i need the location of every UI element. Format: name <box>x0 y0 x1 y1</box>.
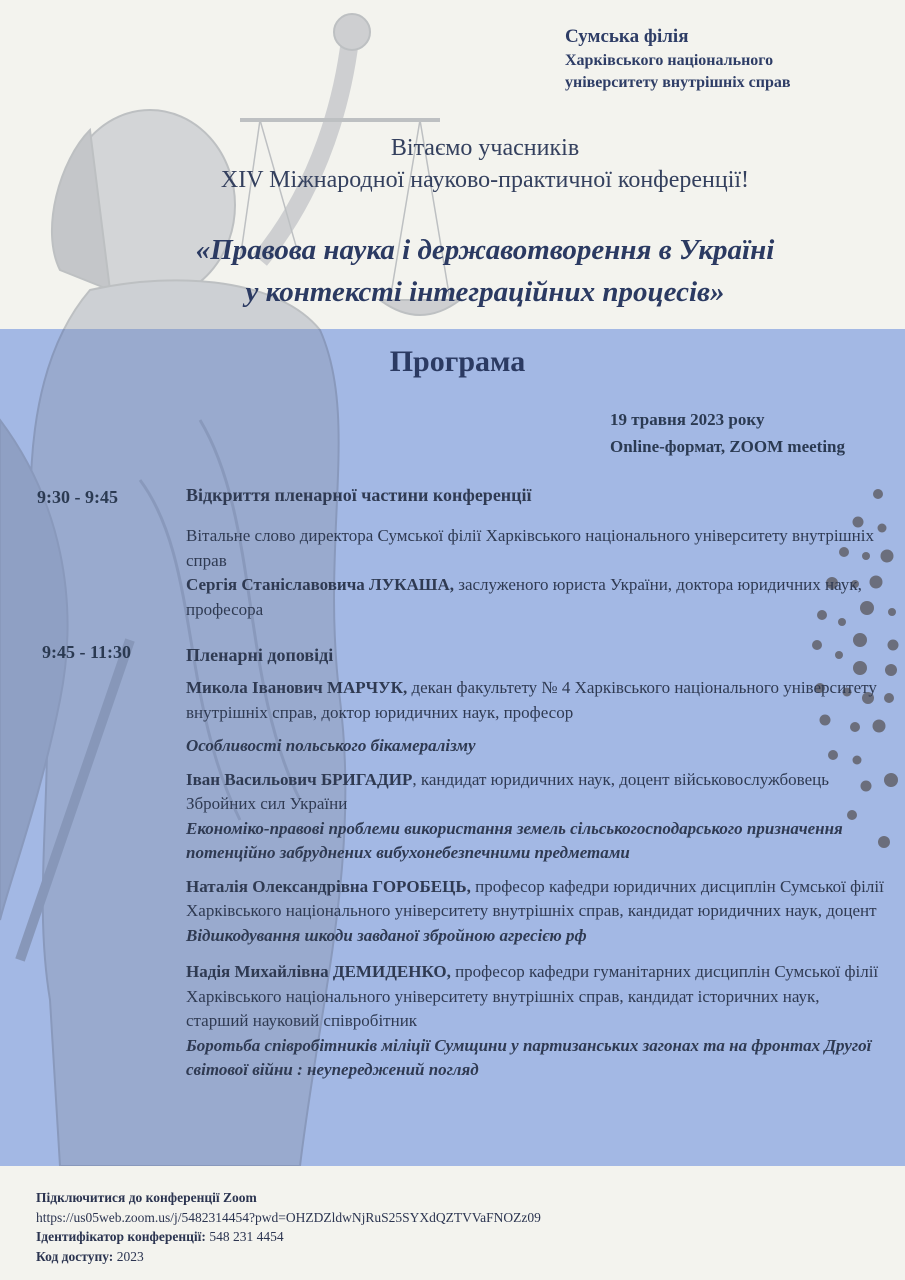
access-code-value: 2023 <box>113 1248 144 1264</box>
speaker-info: декан факультету № 4 Харківського національного університету внутрішніх справ, доктор юридичних наук, професор <box>186 678 877 722</box>
conference-title <box>0 229 905 313</box>
talk-4-speaker <box>186 960 886 1034</box>
welcome-line-1: Вітаємо учасників <box>390 135 580 161</box>
event-date: 19 травня 2023 року <box>610 410 765 429</box>
org-line-3: університету внутрішніх справ <box>565 74 791 91</box>
zoom-connect-label: Підключитися до конференції Zoom <box>36 1190 257 1205</box>
session-1-speaker <box>186 573 886 622</box>
org-line-1: Сумська філія <box>565 26 689 47</box>
welcome-message <box>0 132 905 196</box>
session-1-title: Відкриття пленарної частини конференції <box>186 485 532 505</box>
speaker-name: Надія Михайлівна ДЕМИДЕНКО, <box>186 962 451 981</box>
speaker-info: професор кафедри гуманітарних дисциплін Сумської філії Харківського національного університету внутрішніх справ, кандидат історичних наук, старший науковий співробітник <box>186 962 879 1030</box>
org-line-2: Харківського національного <box>565 52 774 69</box>
zoom-access-code <box>36 1247 541 1267</box>
program-content <box>186 482 886 1083</box>
talk-4-topic: Боротьба співробітників міліції Сумщини у партизанських загонах та на фронтах Другої світової війни : неупереджений погляд <box>186 1035 872 1079</box>
program-heading: Програма <box>389 345 526 378</box>
zoom-link[interactable]: https://us05web.zoom.us/j/5482314454?pwd=OHZDZldwNjRuS25SYXdQZTVVaFNOZz09 <box>36 1209 541 1225</box>
speaker-info: професор кафедри юридичних дисциплін Сумської філії Харківського національного університету внутрішніх справ, кандидат юридичних наук, доцент <box>186 876 884 920</box>
talk-2-speaker <box>186 768 886 817</box>
event-format: Online-формат, ZOOM meeting <box>610 437 846 456</box>
meeting-id-value: 548 231 4454 <box>205 1229 284 1244</box>
talk-1-speaker <box>186 676 886 725</box>
talk-2-topic: Економіко-правові проблеми використання земель сільськогосподарського призначення потенційно забруднених вибухонебезпечними предметами <box>186 818 843 862</box>
session-1-time: 9:30 - 9:45 <box>37 487 118 507</box>
access-code-label: Код доступу: <box>36 1248 114 1264</box>
conference-title-line-1: «Правова наука і державотворення в Україні <box>195 234 775 266</box>
event-meta <box>610 406 845 460</box>
session-2-time: 9:45 - 11:30 <box>42 642 131 662</box>
session-2-title: Пленарні доповіді <box>186 645 334 665</box>
speaker-name: Сергія Станіславовича ЛУКАША, <box>186 575 454 594</box>
organization-name <box>565 24 791 94</box>
speaker-name: Іван Васильович БРИГАДИР <box>186 769 413 789</box>
session-1-intro: Вітальне слово директора Сумської філії Харківського національного університету внутрішніх справ <box>186 526 874 570</box>
zoom-meeting-id <box>36 1227 541 1247</box>
talk-3-speaker <box>186 875 886 924</box>
conference-title-line-2: у контексті інтеграційних процесів» <box>245 276 725 308</box>
speaker-name: Микола Іванович МАРЧУК, <box>186 678 408 697</box>
talk-3-topic: Відшкодування шкоди завданої збройною агресією рф <box>186 925 587 945</box>
zoom-connection-info <box>36 1188 541 1266</box>
meeting-id-label: Ідентифікатор конференції: <box>36 1229 206 1244</box>
speaker-info: , кандидат юридичних наук, доцент військовослужбовець Збройних сил України <box>186 769 829 813</box>
talk-1-topic: Особливості польського бікамералізму <box>186 736 476 755</box>
speaker-name: Наталія Олександрівна ГОРОБЕЦЬ, <box>186 876 471 896</box>
speaker-info: заслуженого юриста України, доктора юридичних наук, професора <box>186 575 862 619</box>
welcome-line-2: XIV Міжнародної науково-практичної конференції! <box>220 167 750 193</box>
